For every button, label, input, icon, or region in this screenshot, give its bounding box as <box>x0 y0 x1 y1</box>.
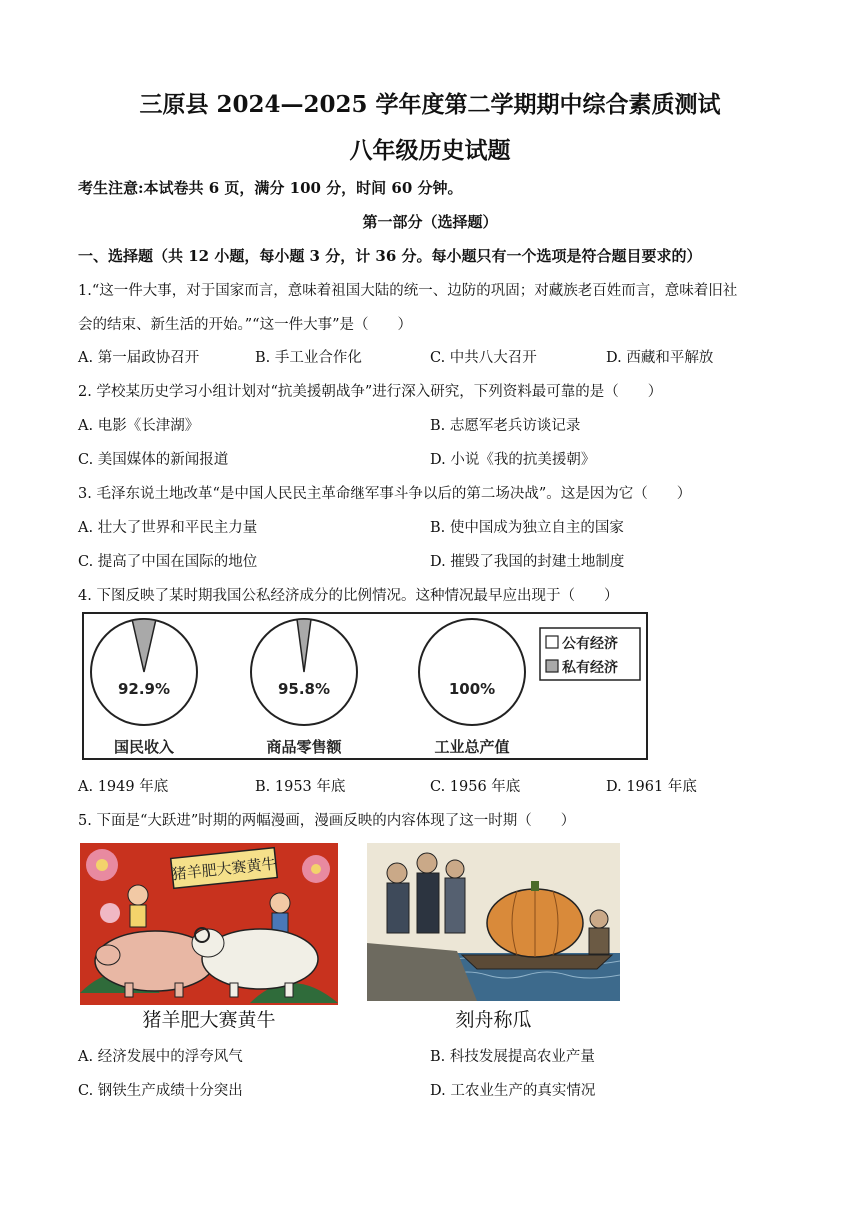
legend-label-1: 公有经济 <box>562 636 618 652</box>
legend-swatch-2 <box>546 660 558 672</box>
pie-chart-svg <box>84 614 646 758</box>
pie-category-label-1: 国民收入 <box>113 738 175 756</box>
q3-option-b[interactable]: B. 使中国成为独立自主的国家 <box>430 520 624 536</box>
legend-swatch-1 <box>546 636 558 648</box>
q3-option-d[interactable]: D. 摧毁了我国的封建土地制度 <box>430 554 625 570</box>
exam-notice: 考生注意:本试卷共 6 页，满分 100 分，时间 60 分钟。 <box>78 179 463 197</box>
legend-label-2: 私有经济 <box>562 660 618 676</box>
pie-circle-3 <box>419 619 525 725</box>
question-1-text-cont: 会的结束、新生活的开始。”“这一件大事”是（ ） <box>78 317 412 333</box>
q4-option-c[interactable]: C. 1956 年底 <box>430 779 521 795</box>
cartoon-1-caption: 猪羊肥大赛黄牛 <box>142 1009 276 1031</box>
q1-option-a[interactable]: A. 第一届政协召开 <box>78 350 200 366</box>
economy-pie-charts <box>82 612 648 760</box>
q2-option-a[interactable]: A. 电影《长津湖》 <box>78 418 200 434</box>
exam-title: 三原县 2024—2025 学年度第二学期期中综合素质测试 <box>139 91 721 118</box>
q4-option-b[interactable]: B. 1953 年底 <box>255 779 346 795</box>
pie-value-label-1: 92.9% <box>117 680 171 698</box>
pie-value-label-2: 95.8% <box>277 680 331 698</box>
question-5-text: 5. 下面是“大跃进”时期的两幅漫画，漫画反映的内容体现了这一时期（ ） <box>78 813 576 829</box>
cartoon-boat-melon-image <box>367 843 620 1001</box>
q5-option-c[interactable]: C. 钢铁生产成绩十分突出 <box>78 1083 243 1099</box>
question-1-text: 1.“这一件大事，对于国家而言，意味着祖国大陆的统一、边防的巩固；对藏族老百姓而言，意味着旧社 <box>78 283 738 299</box>
q1-option-d[interactable]: D. 西藏和平解放 <box>606 350 714 366</box>
q3-option-a[interactable]: A. 壮大了世界和平民主力量 <box>78 520 258 536</box>
q5-option-a[interactable]: A. 经济发展中的浮夸风气 <box>78 1049 243 1065</box>
pie-value-label-3: 100% <box>448 680 496 698</box>
q2-option-c[interactable]: C. 美国媒体的新闻报道 <box>78 452 229 468</box>
q1-option-c[interactable]: C. 中共八大召开 <box>430 350 537 366</box>
exam-subtitle: 八年级历史试题 <box>349 137 511 164</box>
pie-category-label-3: 工业总产值 <box>434 738 510 756</box>
q4-option-a[interactable]: A. 1949 年底 <box>78 779 169 795</box>
cartoon-2-caption: 刻舟称瓜 <box>455 1009 532 1031</box>
q1-option-b[interactable]: B. 手工业合作化 <box>255 350 362 366</box>
cartoon-pig-sheep-image <box>80 843 338 1005</box>
section-heading: 一、选择题（共 12 小题，每小题 3 分，计 36 分。每小题只有一个选项是符合题目要求的） <box>78 247 702 265</box>
question-4-text: 4. 下图反映了某时期我国公私经济成分的比例情况。这种情况最早应出现于（ ） <box>78 588 619 604</box>
q2-option-d[interactable]: D. 小说《我的抗美援朝》 <box>430 452 596 468</box>
q2-option-b[interactable]: B. 志愿军老兵访谈记录 <box>430 418 581 434</box>
question-3-text: 3. 毛泽东说土地改革“是中国人民民主革命继军事斗争以后的第二场决战”。这是因为它（ ） <box>78 486 692 502</box>
cartoon-sign-text: 猪羊肥大赛黄牛 <box>170 854 278 884</box>
question-2-text: 2. 学校某历史学习小组计划对“抗美援朝战争”进行深入研究，下列资料最可靠的是（ ） <box>78 384 663 400</box>
q5-option-b[interactable]: B. 科技发展提高农业产量 <box>430 1049 595 1065</box>
pie-category-label-2: 商品零售额 <box>266 738 342 756</box>
q4-option-d[interactable]: D. 1961 年底 <box>606 779 697 795</box>
q3-option-c[interactable]: C. 提高了中国在国际的地位 <box>78 554 258 570</box>
part-heading: 第一部分（选择题） <box>362 213 498 231</box>
q5-option-d[interactable]: D. 工农业生产的真实情况 <box>430 1083 596 1099</box>
